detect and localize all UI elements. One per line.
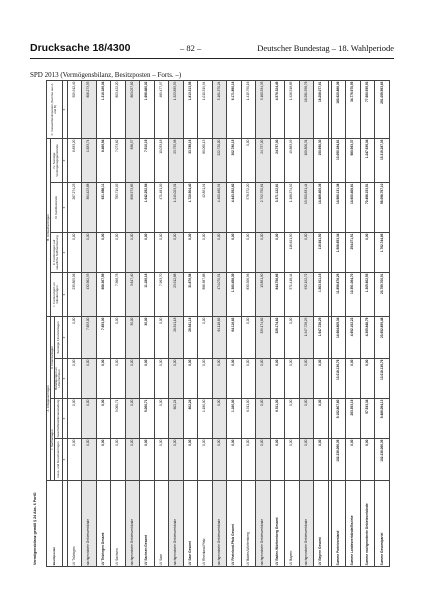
row-value: 0,00 (67, 439, 82, 481)
row-label: LV Thüringen Gesamt (96, 481, 111, 567)
row-value: 858.573,85 (125, 183, 140, 233)
table-row (96, 80, 111, 566)
row-value: 10.033,18 (154, 138, 169, 182)
row-value: 23.652.855,48 (375, 317, 390, 359)
row-value: 1.180,00 (198, 399, 213, 439)
row-label: Summe Landesverbände/Bezirke (346, 481, 361, 567)
row-value: 0,00 (314, 399, 329, 439)
row-value: 0,00 (256, 233, 271, 273)
page-number: – 82 – (180, 43, 202, 53)
row-value: 3.617,40 (125, 273, 140, 317)
row-value: 0,00 (154, 399, 169, 439)
table-row (154, 80, 169, 566)
row-value: 0,00 (212, 359, 227, 399)
row-value: 13.300.831,44 (299, 183, 314, 233)
row-value: 6.171.890,18 (227, 80, 242, 138)
row-value: 30,00 (125, 317, 140, 359)
row-label: nachgeordnete Gebietsverbände (82, 481, 97, 567)
row-value: 474.070,51 (212, 273, 227, 317)
row-value: 631.698,11 (96, 183, 111, 233)
row-value: 23.912,88 (169, 273, 184, 317)
row-value: 836,57 (125, 138, 140, 182)
row-value: 24.757,00 (256, 138, 271, 182)
row-value: 1.947.728,29 (314, 317, 329, 359)
row-value: 0,00 (285, 359, 300, 399)
row-value: 267.274,23 (67, 183, 82, 233)
row-value: 0,00 (285, 399, 300, 439)
row-value: 5.161.370,24 (212, 80, 227, 138)
row-value: 0,00 (154, 439, 169, 481)
row-value: 364.423,88 (82, 183, 97, 233)
row-value: 26.541,18 (169, 317, 184, 359)
row-value: 0,00 (183, 233, 198, 273)
table-row (270, 80, 285, 566)
row-value: 7.963,70 (154, 273, 169, 317)
row-value: 1.947.728,29 (299, 317, 314, 359)
row-value: 0,00 (169, 359, 184, 399)
row-value: 4.400.460,91 (212, 183, 227, 233)
row-value: 13.018.136,76 (331, 359, 346, 399)
row-value: 1.642.292,94 (140, 183, 155, 233)
row-value: 1.323.835,59 (169, 80, 184, 138)
row-value: 1.010.519,94 (198, 80, 213, 138)
row-value: 0,00 (198, 359, 213, 399)
row-value: 3.371.122,81 (270, 183, 285, 233)
table-row (169, 80, 184, 566)
row-value: 0,00 (241, 317, 256, 359)
row-value: 42.891,91 (198, 183, 213, 233)
head-beteiligungen: Beteiligungen an Unternehmen (55, 359, 62, 399)
head-gesamtbesitzposten: C. Gesamtbesitzposten (Summe aus A und B) (47, 80, 63, 138)
row-value: 8.466,94 (96, 138, 111, 182)
row-value: 100.806,31 (299, 138, 314, 182)
head-unit: € (62, 233, 67, 273)
row-value: 0,00 (285, 317, 300, 359)
row-value: 1.633,74 (82, 138, 97, 182)
table-row (346, 80, 361, 566)
row-value: 11.186,18 (140, 273, 155, 317)
row-value: 99.098.797,10 (375, 183, 390, 233)
row-value: 0,00 (154, 317, 169, 359)
row-label: LV Baden-Württemberg Gesamt (270, 481, 285, 567)
row-value: 489.477,97 (154, 80, 169, 138)
table-row (285, 80, 300, 566)
row-value: 10.391.064,70 (346, 273, 361, 317)
head-sonstige-vermoegen: IV. Sonstige Vermögensgegenstände (51, 138, 62, 182)
row-value: 0,00 (227, 359, 242, 399)
row-value: 886.387,88 (198, 273, 213, 317)
row-value: 302.780,15 (227, 138, 242, 182)
row-value: 14.489.406,36 (314, 183, 329, 233)
row-value: 4.443.352,82 (227, 183, 242, 233)
row-value: 6.511,00 (270, 399, 285, 439)
col-besitzposten: Besitzposten (47, 481, 63, 567)
row-value: 33.789,16 (183, 138, 198, 182)
row-value: 0,00 (285, 439, 300, 481)
row-label: LV Rheinland-Pfalz Gesamt (227, 481, 242, 567)
table-row (331, 80, 346, 566)
row-label: nachgeordnete Gebietsverbände (299, 481, 314, 567)
row-value: 1.180,00 (227, 399, 242, 439)
row-value: 0,00 (96, 439, 111, 481)
row-value: 4.305.848,79 (360, 317, 375, 359)
row-value: 0,00 (212, 439, 227, 481)
asset-balance-table (46, 80, 390, 567)
publisher-line: Deutscher Bundestag – 18. Wahlperiode (257, 43, 394, 53)
row-value: 0,00 (67, 399, 82, 439)
row-value: 0,00 (227, 233, 242, 273)
row-label: Summe Gesamtpartei (375, 481, 390, 567)
row-value: 329.174,82 (270, 317, 285, 359)
row-value: 1.188.574,92 (285, 183, 300, 233)
head-haus-grundvermoegen: Haus- und Grundvermögen (55, 439, 62, 481)
section-subtitle: SPD 2013 (Vermögensbilanz, Besitzposten – Forts. –) (30, 71, 182, 79)
row-value: 13.851,90 (256, 273, 271, 317)
row-value: 0,00 (96, 399, 111, 439)
row-value: 5.060,71 (111, 399, 126, 439)
row-value: 1.762.744,85 (375, 233, 390, 273)
row-value: 116.641,50 (285, 233, 300, 273)
row-value: 1.508.653,34 (331, 233, 346, 273)
row-value: 0,00 (241, 359, 256, 399)
row-label: Summe Parteivorstand (331, 481, 346, 567)
row-value: 102.236.066,35 (375, 439, 390, 481)
row-value: 0,00 (111, 439, 126, 481)
row-value: 0,00 (241, 439, 256, 481)
row-value: 4.652.162,22 (346, 317, 361, 359)
row-value: 6.833,20 (67, 138, 82, 182)
row-value: 291.059.593,83 (375, 80, 390, 138)
row-value: 0,00 (96, 233, 111, 273)
head-unit: € (62, 317, 67, 359)
row-value: 803.422,20 (111, 80, 126, 138)
row-value: 7.073,62 (111, 138, 126, 182)
table-row (198, 80, 213, 566)
row-value: 0,00 (360, 233, 375, 273)
table-row (360, 80, 375, 566)
row-value: 70.498.153,91 (360, 183, 375, 233)
row-value: 5.060,71 (140, 399, 155, 439)
row-value: 263.353,16 (346, 399, 361, 439)
row-value: 64.118,82 (212, 317, 227, 359)
head-unit: € (62, 273, 67, 317)
row-value: 0,00 (270, 359, 285, 399)
head-forderungen-gliederungen: I. Forderungen an Gliederungen (51, 273, 62, 317)
row-value: 602,24 (183, 399, 198, 439)
head-sachanlagen: I. Sachanlagen (51, 399, 55, 481)
row-value: 13.018.136,76 (375, 359, 390, 399)
row-value: 34.776.970,55 (346, 80, 361, 138)
row-value: 0,00 (270, 439, 285, 481)
row-value: 0,00 (67, 359, 82, 399)
row-value: 0,00 (360, 359, 375, 399)
row-value: 0,00 (96, 359, 111, 399)
row-value: 668.367,99 (96, 273, 111, 317)
row-value: 932.192,72 (299, 273, 314, 317)
row-value: 0,00 (212, 233, 227, 273)
row-value: 1.415.790,16 (241, 80, 256, 138)
row-label: nachgeordnete Gebietsverbände (125, 481, 140, 567)
table-row (375, 80, 390, 566)
row-value: 80.060,15 (198, 138, 213, 182)
table-row (111, 80, 126, 566)
row-value: 31.876,58 (183, 273, 198, 317)
head-forderungen-staatlich: II. Forderungen auf staatliche Teilfinanzierung (51, 233, 62, 273)
row-value: 64.118,82 (227, 317, 242, 359)
row-value: 0,00 (346, 439, 361, 481)
row-value: 432.562,93 (82, 273, 97, 317)
row-label: Summe nachgeordnete Gebietsverbände (360, 481, 375, 567)
head-geschaeftsstellen: Geschäftsstellenausstattung (55, 399, 62, 439)
table-row (82, 80, 97, 566)
row-value: 1.247.939,04 (360, 138, 375, 182)
table-row (125, 80, 140, 566)
row-value: 0,00 (299, 233, 314, 273)
row-value: 49.883,99 (285, 138, 300, 182)
row-value: 180.620.888,06 (331, 80, 346, 138)
row-label: LV Bayern Gesamt (314, 481, 329, 567)
row-value: 1.720.504,40 (183, 183, 198, 233)
row-value: 1.305.602,55 (360, 273, 375, 317)
row-value: 18.208.077,61 (314, 80, 329, 138)
row-value: 844.758,86 (270, 273, 285, 317)
row-value: 0,00 (67, 233, 82, 273)
row-value: 6.511,00 (241, 399, 256, 439)
row-value: 509.912,49 (67, 80, 82, 138)
row-value: 57.933,34 (360, 399, 375, 439)
head-finanzanlagen: II. Finanzanlagen (51, 317, 55, 399)
row-label: nachgeordnete Gebietsverbände (256, 481, 271, 567)
row-value: 0,00 (82, 359, 97, 399)
row-value: 222.720,00 (212, 138, 227, 182)
head-sonstige-finanzanlagen: Sonstige Finanzanlagen (55, 317, 62, 359)
row-value: 1.503.611,16 (314, 273, 329, 317)
row-value: 0,00 (140, 439, 155, 481)
row-value: 14.600.408,81 (346, 183, 361, 233)
row-value: 0,00 (212, 399, 227, 439)
row-value: 329.174,82 (256, 317, 271, 359)
row-value: 0,00 (169, 233, 184, 273)
row-value: 0,00 (256, 439, 271, 481)
row-value: 1.813.313,56 (183, 80, 198, 138)
row-label: nachgeordnete Gebietsverbände (212, 481, 227, 567)
head-geldbestaende: III. Geldbestände (51, 183, 62, 233)
head-unit: € (62, 399, 67, 439)
row-value: 14.684.809,34 (331, 317, 346, 359)
page-header (30, 42, 394, 56)
row-value: 0,00 (140, 359, 155, 399)
row-label: LV Baden-Württemberg (241, 481, 256, 567)
table-head (47, 80, 68, 566)
table-row (227, 80, 242, 566)
row-value: 0,00 (299, 399, 314, 439)
row-value: 0,00 (111, 317, 126, 359)
row-value: 980.963,37 (346, 138, 361, 182)
table-title: Vermögensbilanz gemäß § 24 Abs. 6 PartG (33, 492, 37, 565)
row-label: LV Saar (154, 481, 169, 567)
row-value: 0,00 (256, 399, 271, 439)
row-value: 7.568,78 (111, 273, 126, 317)
row-value: 7.910,19 (140, 138, 155, 182)
row-label: LV Thüringen (67, 481, 82, 567)
row-value: 0,00 (198, 317, 213, 359)
row-value: 14.980.131,38 (331, 183, 346, 233)
row-value: 7.653,00 (96, 317, 111, 359)
row-value: 2.792.750,61 (256, 183, 271, 233)
table-row (299, 80, 314, 566)
row-value: 0,00 (140, 233, 155, 273)
row-value: 0,00 (125, 233, 140, 273)
row-value: 150.690,30 (314, 138, 329, 182)
row-value: 1.926.518,85 (285, 80, 300, 138)
row-value: 23.755,98 (169, 138, 184, 182)
header-rule (30, 58, 394, 59)
head-unit: € (62, 138, 67, 182)
row-label: LV Saar Gesamt (183, 481, 198, 567)
row-label: nachgeordnete Gebietsverbände (169, 481, 184, 567)
row-value: 471.481,09 (154, 183, 169, 233)
row-value: 0,00 (111, 233, 126, 273)
table-row (67, 80, 82, 566)
row-value: 0,00 (67, 317, 82, 359)
row-value: 235.805,06 (67, 273, 82, 317)
table-body (67, 80, 389, 566)
row-value: 783.719,09 (111, 183, 126, 233)
row-value: 602,24 (169, 399, 184, 439)
row-value: 4.576.324,49 (270, 80, 285, 138)
row-value: 0,00 (125, 359, 140, 399)
row-value: 0,00 (227, 439, 242, 481)
row-value: 0,00 (183, 439, 198, 481)
row-value: 254.071,51 (346, 233, 361, 273)
row-value: 806.273,55 (82, 80, 97, 138)
rotated-table-block (32, 81, 392, 567)
row-value: 0,00 (82, 399, 97, 439)
row-value: 0,00 (169, 439, 184, 481)
row-value: 11.858.878,25 (331, 273, 346, 317)
row-value: 102.236.066,35 (331, 439, 346, 481)
row-label: LV Bayern (285, 481, 300, 567)
row-value: 3.160.534,33 (256, 80, 271, 138)
table-row (183, 80, 198, 566)
row-value: 0,00 (82, 233, 97, 273)
head-unit: € (62, 439, 67, 481)
row-value: 863.057,82 (125, 80, 140, 138)
row-value: 1.666.480,02 (140, 80, 155, 138)
row-value: 0,00 (154, 359, 169, 399)
table-row (241, 80, 256, 566)
row-value: 16.281.558,76 (299, 80, 314, 138)
row-value: 24.757,00 (270, 138, 285, 182)
row-value: 578.372,20 (241, 183, 256, 233)
document-label: Drucksache 18/4300 (30, 42, 131, 54)
row-value: 30,00 (140, 317, 155, 359)
row-value: 571.418,44 (285, 273, 300, 317)
head-umlaufvermoegen: B. Umlaufvermögen (47, 138, 51, 316)
row-value: 1.316.186,04 (96, 80, 111, 138)
row-value: 23.795.700,51 (375, 273, 390, 317)
row-value: 0,00 (314, 439, 329, 481)
head-unit: € (62, 80, 67, 138)
row-value: 0,00 (82, 439, 97, 481)
row-value: 1.249.023,31 (169, 183, 184, 233)
row-value: 9.162.807,80 (331, 399, 346, 439)
row-value: 0,00 (154, 233, 169, 273)
head-unit: € (62, 183, 67, 233)
row-value: 0,00 (360, 439, 375, 481)
row-value: 0,00 (183, 359, 198, 399)
row-value: 0,00 (198, 233, 213, 273)
head-anlagevermoegen: A. Anlagevermögen (47, 317, 51, 481)
row-value: 0,00 (270, 233, 285, 273)
row-value: 0,00 (314, 359, 329, 399)
row-value: 9.486.094,13 (375, 399, 390, 439)
table-row (314, 80, 329, 566)
row-value: 26.541,18 (183, 317, 198, 359)
row-label: LV Sachsen Gesamt (140, 481, 155, 567)
row-value: 0,00 (241, 233, 256, 273)
row-value: 116.641,50 (314, 233, 329, 273)
row-value: 0,00 (346, 359, 361, 399)
row-value: 0,00 (256, 359, 271, 399)
row-value: 13.090.384,81 (331, 138, 346, 182)
table-row (212, 80, 227, 566)
row-value: 0,00 (241, 138, 256, 182)
table-row (256, 80, 271, 566)
row-value: 0,00 (125, 439, 140, 481)
row-value: 0,00 (299, 439, 314, 481)
row-value: 0,00 (111, 359, 126, 399)
row-value: 0,00 (198, 439, 213, 481)
row-value: 77.660.555,93 (360, 80, 375, 138)
row-value: 1.360.458,39 (227, 273, 242, 317)
head-unit: € (62, 359, 67, 399)
table-row (140, 80, 155, 566)
row-value: 15.319.287,03 (375, 138, 390, 182)
row-value: 7.653,00 (82, 317, 97, 359)
row-label: LV Sachsen (111, 481, 126, 567)
row-value: 0,00 (299, 359, 314, 399)
row-label: LV Rheinland-Pfalz (198, 481, 213, 567)
row-value: 0,00 (125, 399, 140, 439)
row-value: 830.906,96 (241, 273, 256, 317)
